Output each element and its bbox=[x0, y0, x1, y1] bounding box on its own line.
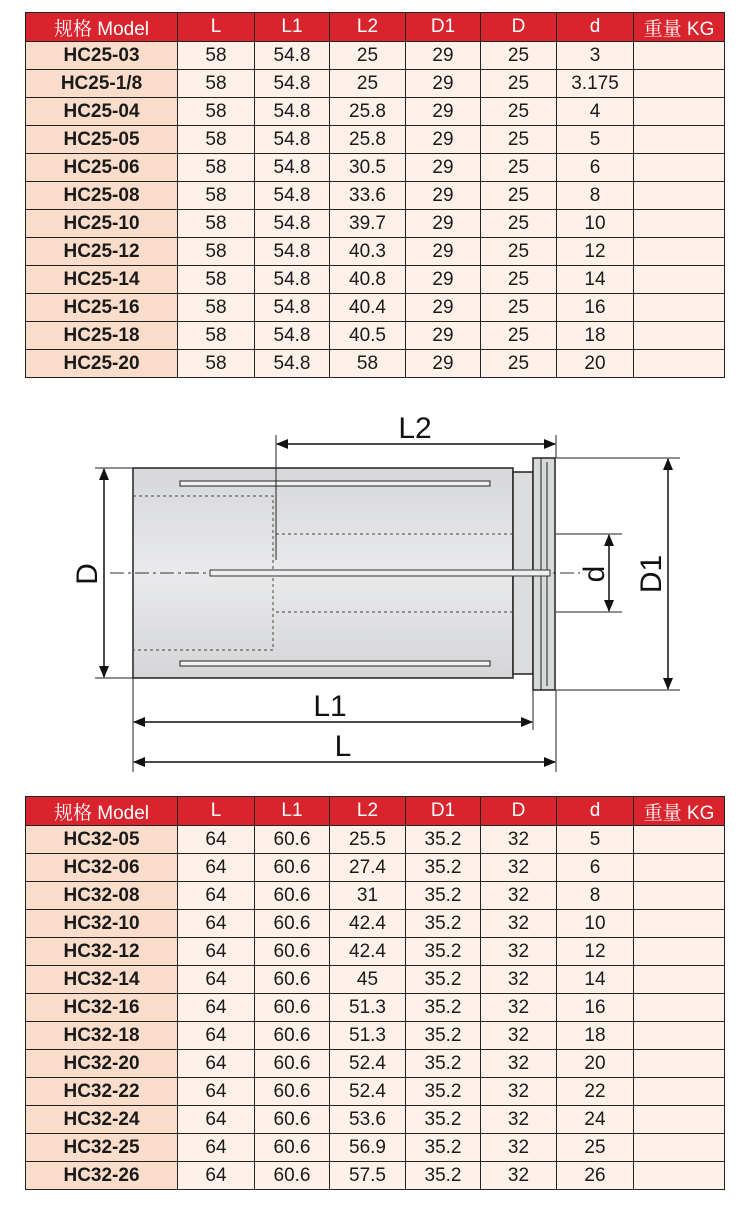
value-cell: 35.2 bbox=[406, 1162, 481, 1190]
value-cell bbox=[634, 126, 725, 154]
table-row bbox=[26, 350, 725, 378]
l-label: L bbox=[334, 730, 352, 763]
value-cell: 29 bbox=[406, 42, 481, 70]
value-cell: 6 bbox=[557, 854, 634, 882]
column-header: 规格 Model bbox=[26, 797, 178, 826]
value-cell: 35.2 bbox=[406, 994, 481, 1022]
value-cell: 26 bbox=[557, 1162, 634, 1190]
value-cell: 54.8 bbox=[255, 294, 330, 322]
model-cell: HC25-03 bbox=[26, 42, 178, 70]
value-cell: 33.6 bbox=[330, 182, 406, 210]
value-cell: 52.4 bbox=[330, 1078, 406, 1106]
value-cell: 58 bbox=[178, 266, 255, 294]
value-cell: 29 bbox=[406, 70, 481, 98]
table-row bbox=[26, 826, 725, 854]
value-cell: 58 bbox=[330, 350, 406, 378]
value-cell: 27.4 bbox=[330, 854, 406, 882]
value-cell: 60.6 bbox=[255, 1134, 330, 1162]
column-header: 重量 KG bbox=[634, 797, 725, 826]
value-cell: 58 bbox=[178, 350, 255, 378]
value-cell bbox=[634, 1162, 725, 1190]
value-cell: 31 bbox=[330, 882, 406, 910]
value-cell: 58 bbox=[178, 210, 255, 238]
value-cell: 64 bbox=[178, 966, 255, 994]
value-cell: 51.3 bbox=[330, 994, 406, 1022]
value-cell bbox=[634, 1106, 725, 1134]
value-cell: 64 bbox=[178, 1078, 255, 1106]
value-cell: 25 bbox=[481, 154, 557, 182]
value-cell: 25 bbox=[481, 266, 557, 294]
value-cell: 64 bbox=[178, 1050, 255, 1078]
value-cell: 40.8 bbox=[330, 266, 406, 294]
value-cell: 22 bbox=[557, 1078, 634, 1106]
value-cell: 60.6 bbox=[255, 854, 330, 882]
value-cell: 54.8 bbox=[255, 322, 330, 350]
value-cell: 35.2 bbox=[406, 882, 481, 910]
value-cell: 8 bbox=[557, 182, 634, 210]
model-cell: HC25-08 bbox=[26, 182, 178, 210]
model-cell: HC25-18 bbox=[26, 322, 178, 350]
value-cell bbox=[634, 994, 725, 1022]
value-cell: 25 bbox=[330, 42, 406, 70]
value-cell: 3 bbox=[557, 42, 634, 70]
value-cell: 25 bbox=[330, 70, 406, 98]
table-row bbox=[26, 1134, 725, 1162]
value-cell: 18 bbox=[557, 322, 634, 350]
spec-table-hc32 bbox=[25, 796, 725, 1190]
d1-label: D1 bbox=[635, 554, 668, 594]
value-cell bbox=[634, 910, 725, 938]
value-cell: 29 bbox=[406, 266, 481, 294]
value-cell: 54.8 bbox=[255, 70, 330, 98]
value-cell: 54.8 bbox=[255, 238, 330, 266]
value-cell: 54.8 bbox=[255, 154, 330, 182]
column-header: L2 bbox=[330, 13, 406, 42]
value-cell bbox=[634, 294, 725, 322]
value-cell bbox=[634, 238, 725, 266]
value-cell: 35.2 bbox=[406, 1022, 481, 1050]
value-cell: 29 bbox=[406, 154, 481, 182]
table-header-row bbox=[26, 797, 725, 826]
table-row bbox=[26, 1050, 725, 1078]
value-cell: 56.9 bbox=[330, 1134, 406, 1162]
value-cell: 35.2 bbox=[406, 938, 481, 966]
value-cell: 64 bbox=[178, 854, 255, 882]
value-cell: 35.2 bbox=[406, 826, 481, 854]
value-cell: 32 bbox=[481, 1050, 557, 1078]
value-cell: 60.6 bbox=[255, 1106, 330, 1134]
value-cell: 29 bbox=[406, 294, 481, 322]
table-row bbox=[26, 70, 725, 98]
value-cell: 20 bbox=[557, 350, 634, 378]
value-cell: 29 bbox=[406, 322, 481, 350]
value-cell: 32 bbox=[481, 938, 557, 966]
table-row bbox=[26, 294, 725, 322]
value-cell: 54.8 bbox=[255, 350, 330, 378]
value-cell: 14 bbox=[557, 966, 634, 994]
value-cell: 60.6 bbox=[255, 1050, 330, 1078]
table-row bbox=[26, 1106, 725, 1134]
column-header: 重量 KG bbox=[634, 13, 725, 42]
value-cell: 64 bbox=[178, 910, 255, 938]
value-cell: 32 bbox=[481, 854, 557, 882]
value-cell: 24 bbox=[557, 1106, 634, 1134]
table-row bbox=[26, 126, 725, 154]
value-cell: 16 bbox=[557, 294, 634, 322]
value-cell: 42.4 bbox=[330, 910, 406, 938]
value-cell: 54.8 bbox=[255, 42, 330, 70]
value-cell: 32 bbox=[481, 910, 557, 938]
table-row bbox=[26, 238, 725, 266]
spec-table-hc25 bbox=[25, 12, 725, 378]
model-cell: HC25-16 bbox=[26, 294, 178, 322]
column-header: 规格 Model bbox=[26, 13, 178, 42]
model-cell: HC32-06 bbox=[26, 854, 178, 882]
value-cell bbox=[634, 42, 725, 70]
value-cell: 60.6 bbox=[255, 1078, 330, 1106]
value-cell: 60.6 bbox=[255, 966, 330, 994]
value-cell bbox=[634, 966, 725, 994]
value-cell: 25 bbox=[481, 238, 557, 266]
value-cell: 25 bbox=[481, 350, 557, 378]
value-cell: 39.7 bbox=[330, 210, 406, 238]
value-cell: 25 bbox=[481, 182, 557, 210]
value-cell: 54.8 bbox=[255, 182, 330, 210]
value-cell: 25 bbox=[481, 42, 557, 70]
model-cell: HC32-12 bbox=[26, 938, 178, 966]
value-cell bbox=[634, 1134, 725, 1162]
value-cell: 25.5 bbox=[330, 826, 406, 854]
value-cell: 25.8 bbox=[330, 126, 406, 154]
value-cell: 29 bbox=[406, 98, 481, 126]
d-label: D bbox=[71, 563, 104, 585]
value-cell: 58 bbox=[178, 322, 255, 350]
value-cell: 35.2 bbox=[406, 1050, 481, 1078]
value-cell: 16 bbox=[557, 994, 634, 1022]
value-cell bbox=[634, 826, 725, 854]
value-cell: 35.2 bbox=[406, 1078, 481, 1106]
value-cell: 25 bbox=[557, 1134, 634, 1162]
column-header: D bbox=[481, 797, 557, 826]
value-cell: 58 bbox=[178, 42, 255, 70]
value-cell: 32 bbox=[481, 882, 557, 910]
value-cell: 40.5 bbox=[330, 322, 406, 350]
value-cell: 45 bbox=[330, 966, 406, 994]
model-cell: HC25-04 bbox=[26, 98, 178, 126]
model-cell: HC32-25 bbox=[26, 1134, 178, 1162]
value-cell bbox=[634, 350, 725, 378]
model-cell: HC32-20 bbox=[26, 1050, 178, 1078]
value-cell: 35.2 bbox=[406, 854, 481, 882]
value-cell: 32 bbox=[481, 966, 557, 994]
value-cell: 3.175 bbox=[557, 70, 634, 98]
value-cell bbox=[634, 210, 725, 238]
table-row bbox=[26, 98, 725, 126]
model-cell: HC25-1/8 bbox=[26, 70, 178, 98]
value-cell: 54.8 bbox=[255, 98, 330, 126]
value-cell: 32 bbox=[481, 1162, 557, 1190]
value-cell: 60.6 bbox=[255, 1022, 330, 1050]
value-cell: 35.2 bbox=[406, 1134, 481, 1162]
collet-dimension-diagram bbox=[0, 400, 750, 780]
value-cell: 54.8 bbox=[255, 210, 330, 238]
model-cell: HC32-05 bbox=[26, 826, 178, 854]
value-cell: 25 bbox=[481, 70, 557, 98]
value-cell: 10 bbox=[557, 210, 634, 238]
value-cell: 58 bbox=[178, 154, 255, 182]
value-cell: 35.2 bbox=[406, 910, 481, 938]
value-cell: 64 bbox=[178, 826, 255, 854]
value-cell: 60.6 bbox=[255, 882, 330, 910]
value-cell: 32 bbox=[481, 1106, 557, 1134]
value-cell bbox=[634, 154, 725, 182]
value-cell: 25 bbox=[481, 294, 557, 322]
value-cell: 58 bbox=[178, 70, 255, 98]
value-cell: 30.5 bbox=[330, 154, 406, 182]
table-row bbox=[26, 994, 725, 1022]
value-cell: 10 bbox=[557, 910, 634, 938]
model-cell: HC32-10 bbox=[26, 910, 178, 938]
value-cell: 18 bbox=[557, 1022, 634, 1050]
value-cell: 32 bbox=[481, 994, 557, 1022]
column-header: d bbox=[557, 797, 634, 826]
table-row bbox=[26, 1022, 725, 1050]
value-cell bbox=[634, 882, 725, 910]
value-cell: 4 bbox=[557, 98, 634, 126]
value-cell: 64 bbox=[178, 1162, 255, 1190]
model-cell: HC25-06 bbox=[26, 154, 178, 182]
value-cell: 8 bbox=[557, 882, 634, 910]
l2-label: L2 bbox=[398, 412, 432, 445]
value-cell: 60.6 bbox=[255, 1162, 330, 1190]
model-cell: HC32-16 bbox=[26, 994, 178, 1022]
model-cell: HC32-08 bbox=[26, 882, 178, 910]
l1-label: L1 bbox=[313, 690, 347, 723]
value-cell: 29 bbox=[406, 350, 481, 378]
value-cell: 60.6 bbox=[255, 994, 330, 1022]
value-cell bbox=[634, 1078, 725, 1106]
value-cell: 29 bbox=[406, 238, 481, 266]
value-cell: 14 bbox=[557, 266, 634, 294]
value-cell: 29 bbox=[406, 126, 481, 154]
column-header: d bbox=[557, 13, 634, 42]
column-header: D bbox=[481, 13, 557, 42]
value-cell: 51.3 bbox=[330, 1022, 406, 1050]
table-row bbox=[26, 210, 725, 238]
value-cell bbox=[634, 1050, 725, 1078]
model-cell: HC25-14 bbox=[26, 266, 178, 294]
table-row bbox=[26, 938, 725, 966]
value-cell bbox=[634, 266, 725, 294]
value-cell: 60.6 bbox=[255, 938, 330, 966]
value-cell bbox=[634, 98, 725, 126]
value-cell: 64 bbox=[178, 938, 255, 966]
value-cell: 35.2 bbox=[406, 1106, 481, 1134]
value-cell bbox=[634, 1022, 725, 1050]
table-row bbox=[26, 154, 725, 182]
value-cell bbox=[634, 854, 725, 882]
collet-body bbox=[110, 458, 580, 690]
model-cell: HC32-14 bbox=[26, 966, 178, 994]
value-cell: 32 bbox=[481, 1078, 557, 1106]
value-cell: 5 bbox=[557, 826, 634, 854]
table-row bbox=[26, 322, 725, 350]
value-cell: 53.6 bbox=[330, 1106, 406, 1134]
value-cell: 58 bbox=[178, 238, 255, 266]
model-cell: HC32-18 bbox=[26, 1022, 178, 1050]
value-cell: 58 bbox=[178, 294, 255, 322]
column-header: L1 bbox=[255, 13, 330, 42]
table-row bbox=[26, 266, 725, 294]
value-cell: 25 bbox=[481, 322, 557, 350]
table-row bbox=[26, 1162, 725, 1190]
value-cell: 6 bbox=[557, 154, 634, 182]
value-cell: 25 bbox=[481, 98, 557, 126]
model-cell: HC25-10 bbox=[26, 210, 178, 238]
value-cell: 64 bbox=[178, 1022, 255, 1050]
value-cell: 64 bbox=[178, 1106, 255, 1134]
value-cell: 54.8 bbox=[255, 126, 330, 154]
value-cell: 54.8 bbox=[255, 266, 330, 294]
table-row bbox=[26, 1078, 725, 1106]
value-cell: 32 bbox=[481, 1022, 557, 1050]
column-header: L2 bbox=[330, 797, 406, 826]
value-cell: 64 bbox=[178, 1134, 255, 1162]
value-cell: 60.6 bbox=[255, 826, 330, 854]
value-cell: 32 bbox=[481, 826, 557, 854]
column-header: L bbox=[178, 13, 255, 42]
value-cell: 35.2 bbox=[406, 966, 481, 994]
value-cell: 32 bbox=[481, 1134, 557, 1162]
model-cell: HC32-24 bbox=[26, 1106, 178, 1134]
value-cell: 25 bbox=[481, 126, 557, 154]
value-cell: 64 bbox=[178, 994, 255, 1022]
model-cell: HC32-26 bbox=[26, 1162, 178, 1190]
value-cell: 12 bbox=[557, 938, 634, 966]
small-d-label: d bbox=[578, 565, 611, 583]
value-cell: 29 bbox=[406, 182, 481, 210]
value-cell bbox=[634, 322, 725, 350]
value-cell: 5 bbox=[557, 126, 634, 154]
table-header-row bbox=[26, 13, 725, 42]
model-cell: HC25-20 bbox=[26, 350, 178, 378]
value-cell: 42.4 bbox=[330, 938, 406, 966]
value-cell: 52.4 bbox=[330, 1050, 406, 1078]
column-header: D1 bbox=[406, 797, 481, 826]
value-cell: 40.4 bbox=[330, 294, 406, 322]
value-cell: 40.3 bbox=[330, 238, 406, 266]
value-cell: 25.8 bbox=[330, 98, 406, 126]
table-row bbox=[26, 42, 725, 70]
table-row bbox=[26, 182, 725, 210]
value-cell: 57.5 bbox=[330, 1162, 406, 1190]
model-cell: HC25-05 bbox=[26, 126, 178, 154]
value-cell: 29 bbox=[406, 210, 481, 238]
model-cell: HC25-12 bbox=[26, 238, 178, 266]
table-row bbox=[26, 854, 725, 882]
table-row bbox=[26, 882, 725, 910]
value-cell bbox=[634, 70, 725, 98]
value-cell: 25 bbox=[481, 210, 557, 238]
value-cell: 12 bbox=[557, 238, 634, 266]
column-header: D1 bbox=[406, 13, 481, 42]
value-cell: 58 bbox=[178, 126, 255, 154]
table-row bbox=[26, 966, 725, 994]
value-cell: 20 bbox=[557, 1050, 634, 1078]
value-cell: 58 bbox=[178, 98, 255, 126]
value-cell: 64 bbox=[178, 882, 255, 910]
column-header: L1 bbox=[255, 797, 330, 826]
table-row bbox=[26, 910, 725, 938]
value-cell bbox=[634, 182, 725, 210]
value-cell: 60.6 bbox=[255, 910, 330, 938]
value-cell bbox=[634, 938, 725, 966]
model-cell: HC32-22 bbox=[26, 1078, 178, 1106]
value-cell: 58 bbox=[178, 182, 255, 210]
column-header: L bbox=[178, 797, 255, 826]
